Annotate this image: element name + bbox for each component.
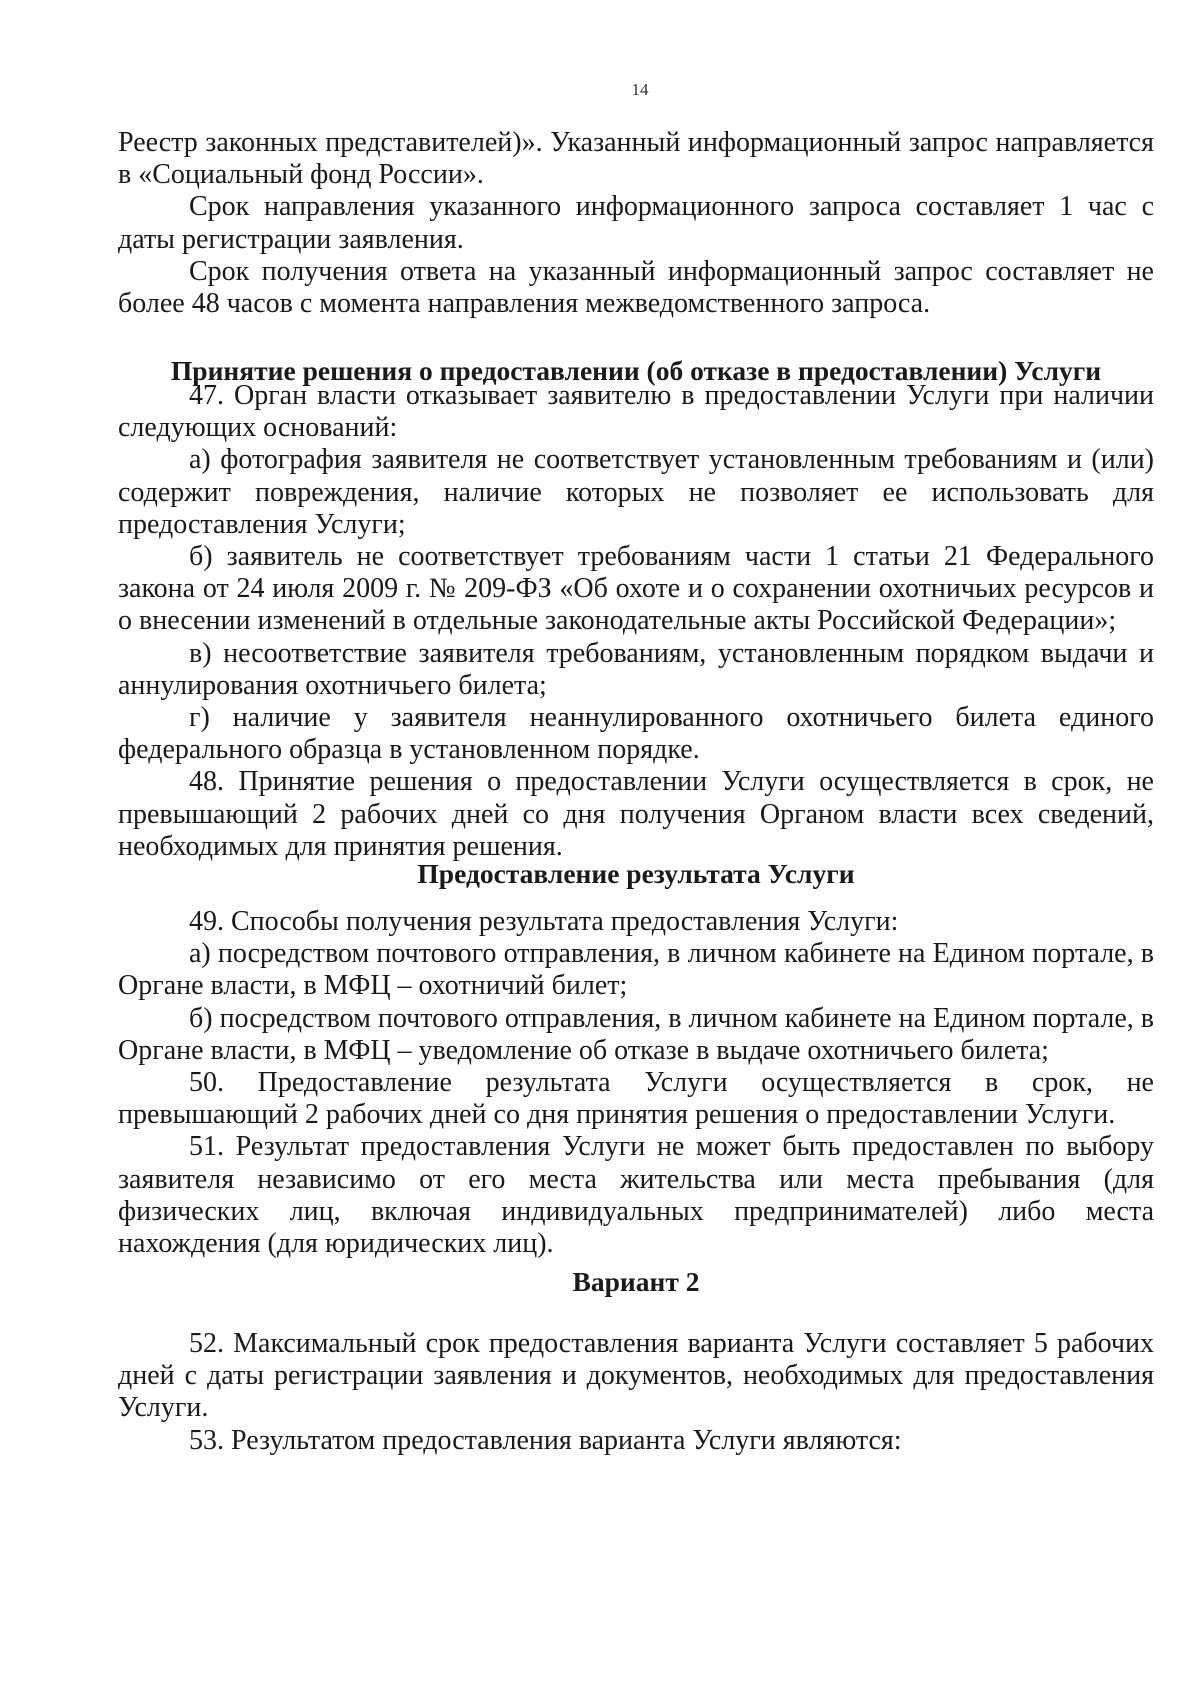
paragraph-48: 48. Принятие решения о предоставлении Услуги осуществляется в срок, не превышающий 2 рабочих дней со дня получения Органом власти всех сведений, необходимых для принятия решения. xyxy=(118,766,1154,862)
paragraph-47-v: в) несоответствие заявителя требованиям, установленным порядком выдачи и аннулирования охотничьего билета; xyxy=(118,637,1154,701)
paragraph-49-a: а) посредством почтового отправления, в личном кабинете на Едином портале, в Органе власти, в МФЦ – охотничий билет; xyxy=(118,938,1154,1002)
intro-paragraph-3: Срок получения ответа на указанный информационный запрос составляет не более 48 часов с момента направления межведомственного запроса. xyxy=(118,255,1154,320)
section-variant-heading-wrap xyxy=(118,1266,1154,1298)
paragraph-50: 50. Предоставление результата Услуги осуществляется в срок, не превышающий 2 рабочих дней со дня принятия решения о предоставлении Услуги. xyxy=(118,1067,1154,1131)
paragraph-51: 51. Результат предоставления Услуги не может быть предоставлен по выбору заявителя независимо от его места жительства или места пребывания (для физических лиц, включая индивидуальных предпринимателей) либо места нахождения (для юридических лиц). xyxy=(118,1131,1154,1260)
paragraph-47-g: г) наличие у заявителя неаннулированного охотничьего билета единого федерального образца в установленном порядке. xyxy=(118,702,1154,766)
page-number: 14 xyxy=(631,80,649,99)
paragraph-52: 52. Максимальный срок предоставления варианта Услуги составляет 5 рабочих дней с даты регистрации заявления и документов, необходимых для предоставления Услуги. xyxy=(118,1328,1154,1424)
paragraph-49: 49. Способы получения результата предоставления Услуги: xyxy=(189,906,899,937)
paragraph-53: 53. Результатом предоставления варианта Услуги являются: xyxy=(189,1424,902,1456)
section-variant-body xyxy=(118,1328,1154,1457)
paragraph-47-a: а) фотография заявителя не соответствует установленным требованиям и (или) содержит повреждения, наличие которых не позволяет ее использовать для предоставления Услуги; xyxy=(118,444,1154,540)
paragraph-47-b: б) заявитель не соответствует требованиям части 1 статьи 21 Федерального закона от 24 июля 2009 г. № 209-ФЗ «Об охоте и о сохранении охотничьих ресурсов и о внесении изменений в отдельные законодательные акты Российской Федерации»; xyxy=(118,541,1154,637)
section-result-heading-wrap xyxy=(118,858,1154,890)
paragraph-47: 47. Орган власти отказывает заявителю в предоставлении Услуги при наличии следующих оснований: xyxy=(118,380,1154,444)
paragraph-49-b: б) посредством почтового отправления, в личном кабинете на Едином портале, в Органе власти, в МФЦ – уведомление об отказе в выдаче охотничьего билета; xyxy=(118,1002,1155,1066)
intro-paragraph-2: Срок направления указанного информационного запроса составляет 1 час с даты регистрации заявления. xyxy=(118,191,1154,255)
intro-paragraph-1: Реестр законных представителей)». Указанный информационный запрос направляется в «Социальный фонд России». xyxy=(118,127,1154,191)
section-result-heading: Предоставление результата Услуги xyxy=(417,858,855,889)
section-decision-heading: Принятие решения о предоставлении (об отказе в предоставлении) Услуги xyxy=(170,355,1102,386)
section-result-body xyxy=(118,906,1154,1260)
intro-block xyxy=(118,127,1154,320)
section-decision-body xyxy=(118,380,1154,863)
section-variant-heading: Вариант 2 xyxy=(572,1266,700,1297)
